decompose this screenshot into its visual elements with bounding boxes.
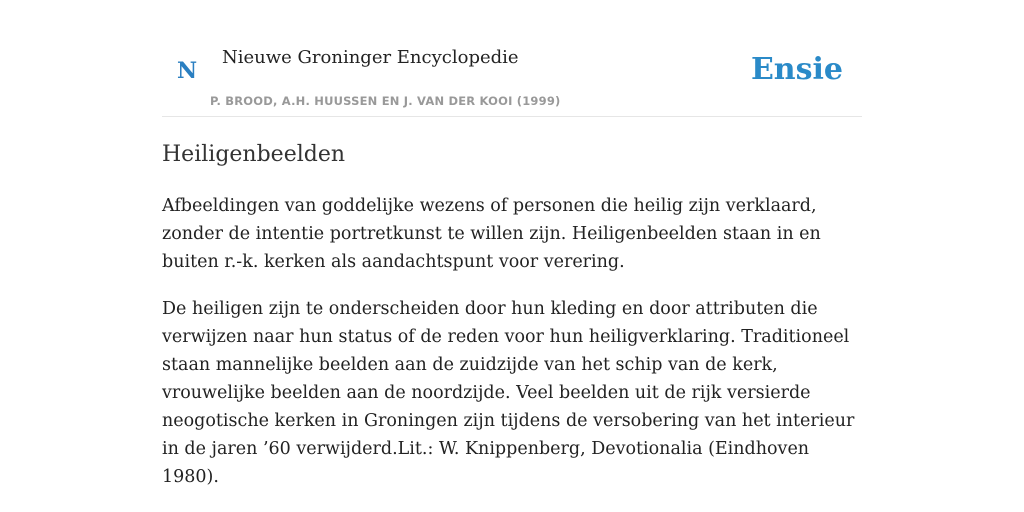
article-title: Heiligenbeelden: [162, 142, 346, 167]
article-paragraph: Afbeeldingen van goddelijke wezens of personen die heilig zijn verklaard, zonder de intentie portretkunst te willen zijn. Heiligenbeelden staan in en buiten r.-k. kerken als aandachtspunt voor verering.: [162, 196, 821, 272]
encyclopedia-authors: P. BROOD, A.H. HUUSSEN EN J. VAN DER KOOI (1999): [210, 94, 561, 108]
encyclopedia-title[interactable]: Nieuwe Groninger Encyclopedie: [222, 47, 519, 68]
source-header: [162, 0, 862, 117]
article-paragraph: De heiligen zijn te onderscheiden door hun kleding en door attributen die verwijzen naar hun status of de reden voor hun heiligverklaring. Traditioneel staan mannelijke beelden aan de zuidzijde van het schip van de kerk, vrouwelijke beelden aan de noordzijde. Veel beelden uit de rijk versierde neogotische kerken in Groningen zijn tijdens de versobering van het interieur in de jaren ’60 verwijderd.Lit.: W. Knippenberg, Devotionalia (Eindhoven 1980).: [162, 299, 855, 487]
encyclopedia-logo[interactable]: N: [177, 58, 198, 84]
ensie-brand-link[interactable]: Ensie: [750, 52, 843, 87]
page-container: [162, 0, 862, 487]
